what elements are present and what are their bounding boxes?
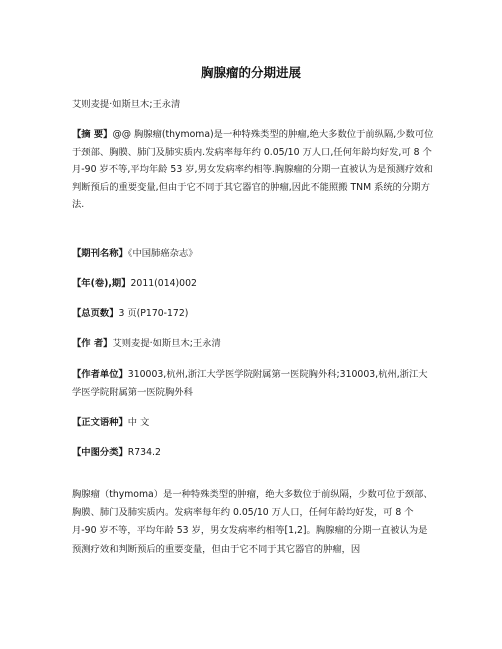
- pages-field: [72, 305, 434, 323]
- abstract-label: 【摘 要】: [72, 129, 113, 140]
- author-value: 艾则麦提·如斯旦木;王永清: [112, 338, 221, 349]
- clc-value: R734.2: [127, 447, 161, 458]
- volume-label: 【年(卷),期】: [72, 278, 131, 289]
- journal-label: 【期刊名称】: [72, 248, 128, 259]
- pages-label: 【总页数】: [72, 308, 119, 319]
- document-title: 胸腺瘤的分期进展: [200, 65, 301, 80]
- volume-field: [72, 275, 434, 293]
- language-field: [72, 414, 434, 432]
- clc-field: [72, 444, 434, 462]
- journal-field: [72, 245, 434, 263]
- abstract-section: [72, 126, 434, 214]
- pages-value: 3 页(P170-172): [118, 308, 189, 319]
- unit-value: 310003,杭州,浙江大学医学院附属第一医院胸外科;310003,杭州,浙江大学医学院附属第一医院胸外科: [72, 369, 428, 398]
- unit-field: [72, 366, 434, 401]
- abstract-text: @@ 胸腺瘤(thymoma)是一种特殊类型的肿瘤,绝大多数位于前纵隔,少数可位于颈部、胸膜、肺门及肺实质内.发病率每年约 0.05/10 万人口,任何年龄均好发,可 8 个月-90 岁不等,平均年龄 53 岁,男女发病率约相等.胸腺瘤的分期一直被认为是预测疗效和判断预后的重要变量,但由于它不同于其它器官的肿瘤,因此不能照搬 TNM 系统的分期方法.: [72, 129, 434, 210]
- author-label: 【作 者】: [72, 338, 113, 349]
- language-value: 中 文: [127, 417, 150, 428]
- author-field: [72, 335, 434, 353]
- volume-value: 2011(014)002: [130, 278, 197, 289]
- language-label: 【正文语种】: [72, 417, 128, 428]
- authors-line: 艾则麦提·如斯旦木;王永清: [72, 99, 181, 110]
- journal-value: 《中国肺癌杂志》: [127, 248, 198, 259]
- clc-label: 【中图分类】: [72, 447, 128, 458]
- body-paragraph: 胸腺瘤（thymoma）是一种特殊类型的肿瘤，绝大多数位于前纵隔，少数可位于颈部、胸膜、肺门及肺实质内。发病率每年约 0.05/10 万人口，任何年龄均好发，可 8 个月-90 岁不等，平均年龄 53 岁，男女发病率约相等[1,2]。胸腺瘤的分期一直被认为是预测疗效和判断预后的重要变量，但由于它不同于其它器官的肿瘤，因: [72, 489, 433, 555]
- unit-label: 【作者单位】: [72, 369, 128, 380]
